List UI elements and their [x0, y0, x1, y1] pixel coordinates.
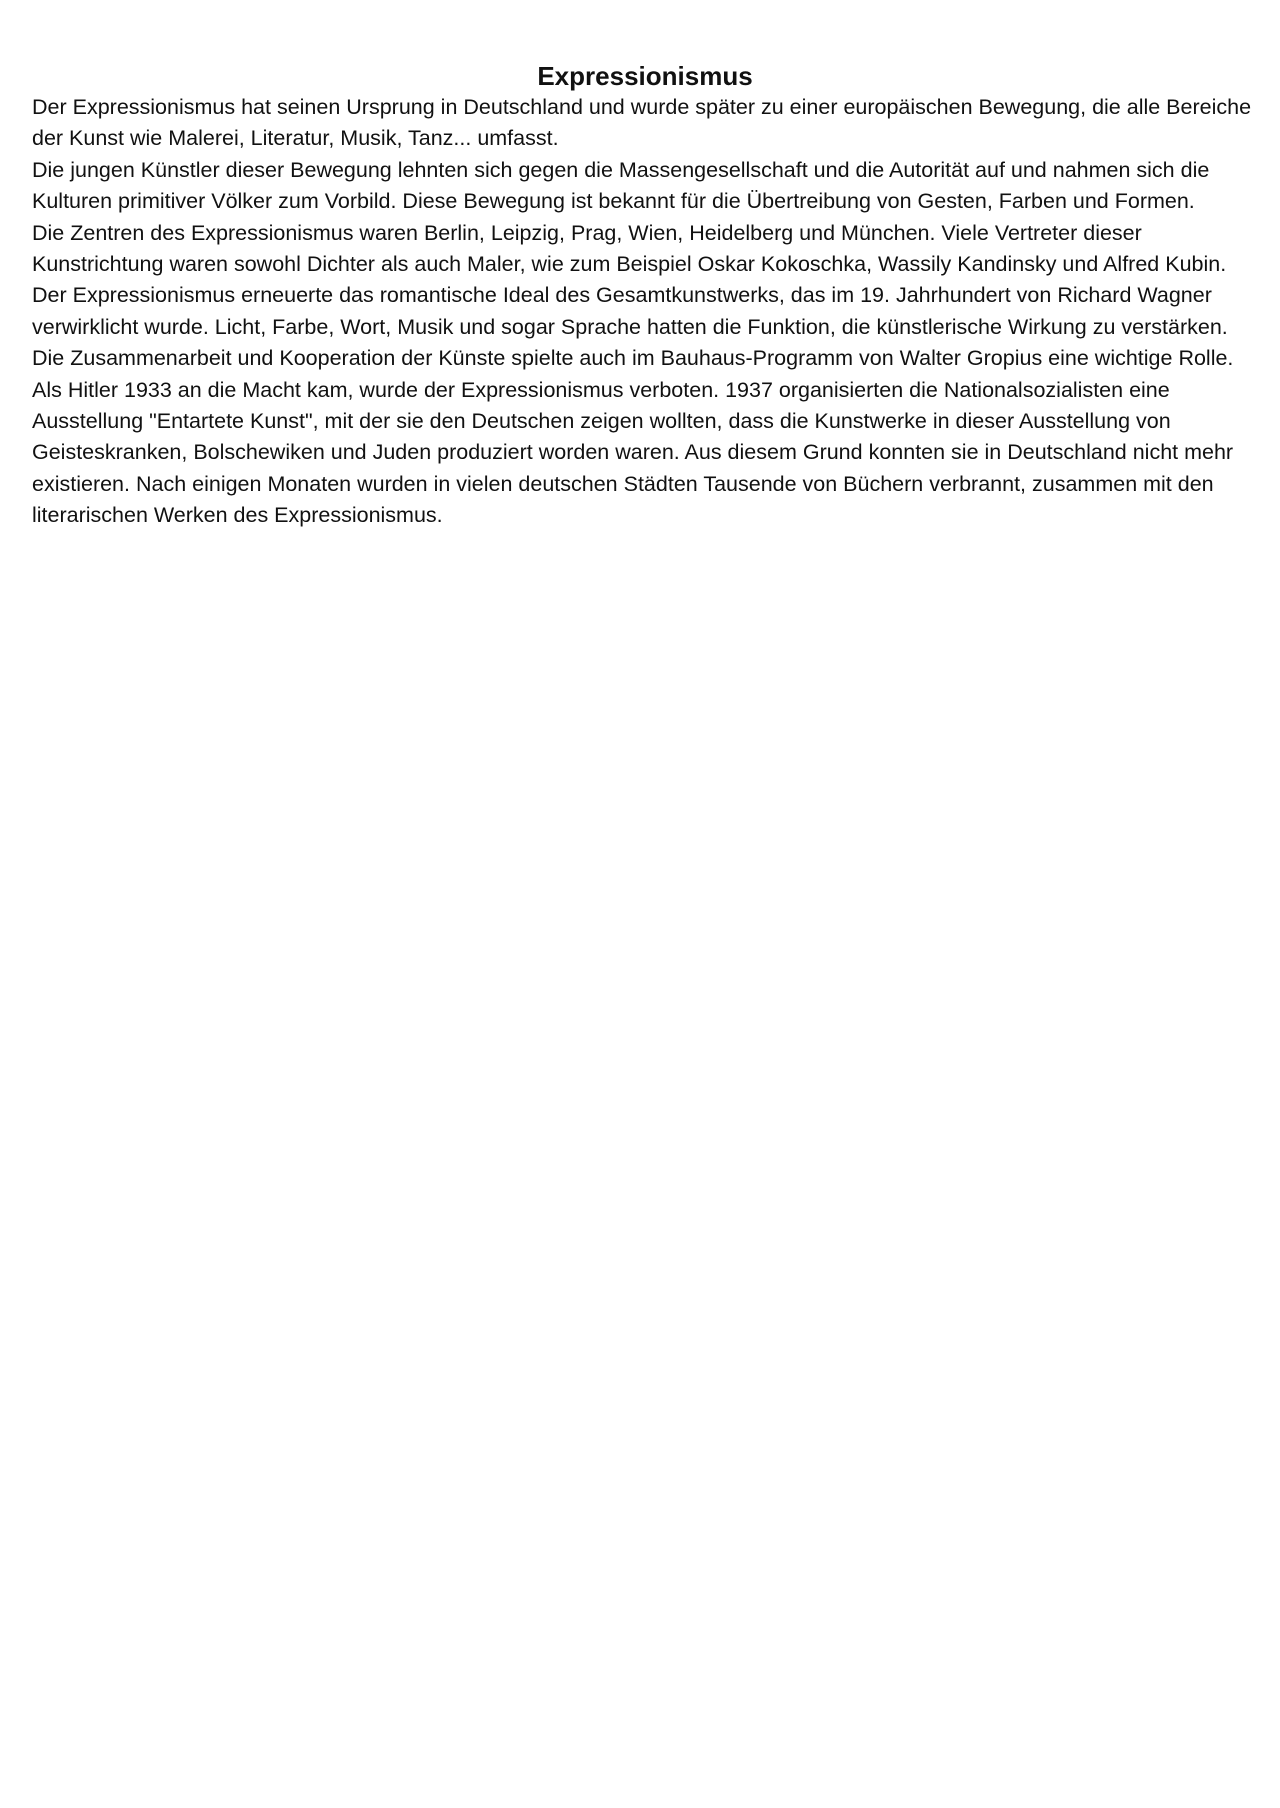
paragraph-artists: Die jungen Künstler dieser Bewegung lehnten sich gegen die Massengesellschaft und die Autorität auf und nahmen sich die Kulturen primitiver Völker zum Vorbild. Diese Bewegung ist bekannt für die Übertreibung von Gesten, Farben und Formen.	[32, 157, 1210, 214]
paragraph-ban: Als Hitler 1933 an die Macht kam, wurde der Expressionismus verboten. 1937 organisierten die Nationalsozialisten eine Ausstellung "Entartete Kunst", mit der sie den Deutschen zeigen wollten, dass die Kunstwerke in dieser Ausstellung von Geisteskranken, Bolschewiken und Juden produziert worden waren. Aus diesem Grund konnten sie in Deutschland nicht mehr existieren. Nach einigen Monaten wurden in vielen deutschen Städten Tausende von Büchern verbrannt, zusammen mit den literarischen Werken des Expressionismus.	[32, 377, 1234, 528]
paragraph-origin: Der Expressionismus hat seinen Ursprung in Deutschland und wurde später zu einer europäischen Bewegung, die alle Bereiche der Kunst wie Malerei, Literatur, Musik, Tanz... umfasst.	[32, 95, 1252, 151]
paragraph-bauhaus: Die Zusammenarbeit und Kooperation der Künste spielte auch im Bauhaus-Programm von Walter Gropius eine wichtige Rolle.	[32, 346, 1234, 371]
paragraph-centers: Die Zentren des Expressionismus waren Berlin, Leipzig, Prag, Wien, Heidelberg und München. Viele Vertreter dieser Kunstrichtung waren sowohl Dichter als auch Maler, wie zum Beispiel Oskar Kokoschka, Wassily Kandinsky und Alfred Kubin. Der Expressionismus erneuerte das romantische Ideal des Gesamtkunstwerks, das im 19. Jahrhundert von Richard Wagner verwirklicht wurde. Licht, Farbe, Wort, Musik und sogar Sprache hatten die Funktion, die künstlerische Wirkung zu verstärken.	[32, 220, 1228, 339]
document-page	[32, 58, 1258, 532]
document-title: Expressionismus	[537, 61, 753, 91]
